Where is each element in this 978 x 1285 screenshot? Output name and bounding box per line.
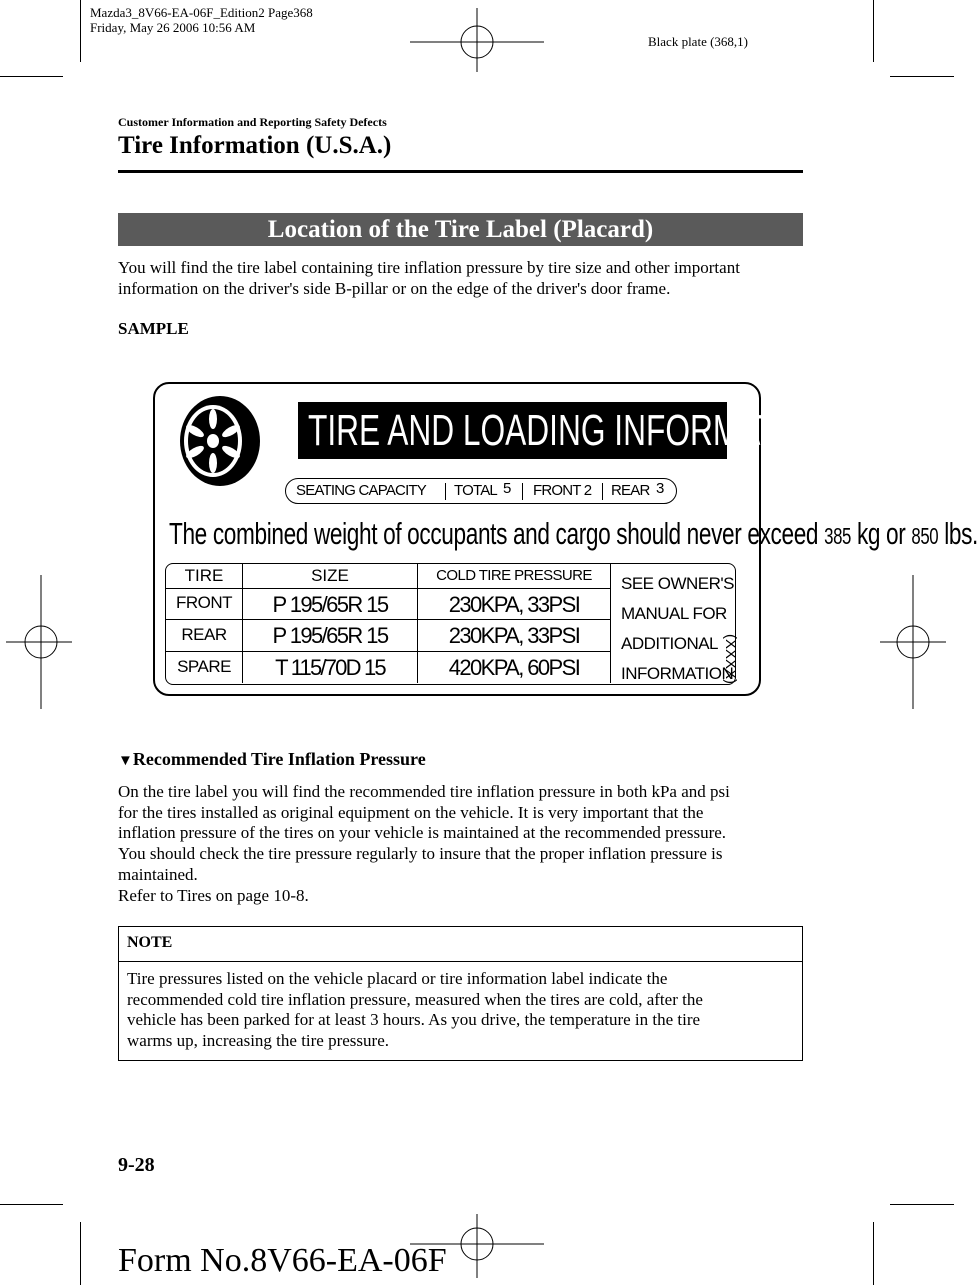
weight-lbs: 850 bbox=[911, 523, 939, 549]
table-row-front-pressure: 230KPA, 33PSI bbox=[448, 592, 580, 617]
intro-line: You will find the tire label containing tire inflation pressure by tire size and other important bbox=[118, 258, 740, 277]
table-row-rear-size: P 195/65R 15 bbox=[272, 623, 388, 648]
see-owners-line: INFORMATION bbox=[621, 664, 734, 683]
table-row-rear-tire: REAR bbox=[181, 625, 227, 644]
weight-kg: 385 bbox=[824, 523, 852, 549]
registration-mark-icon bbox=[880, 575, 946, 709]
divider bbox=[445, 483, 446, 500]
table-row-spare-size: T 115/70D 15 bbox=[275, 655, 385, 680]
see-owners-line: MANUAL FOR bbox=[621, 604, 727, 623]
col-header-size: SIZE bbox=[311, 566, 349, 585]
table-row-spare-tire: SPARE bbox=[177, 657, 231, 676]
body-line: On the tire label you will find the recommended tire inflation pressure in both kPa and psi bbox=[118, 782, 730, 801]
running-head: Customer Information and Reporting Safety Defects bbox=[118, 115, 387, 129]
col-header-tire: TIRE bbox=[184, 566, 224, 585]
lbs-label: lbs. bbox=[944, 516, 978, 551]
rear-label: REAR bbox=[611, 482, 650, 499]
note-line: recommended cold tire inflation pressure, measured when the tires are cold, after the bbox=[127, 989, 703, 1009]
body-line: inflation pressure of the tires on your vehicle is maintained at the recommended pressure. bbox=[118, 823, 727, 843]
triangle-down-icon: ▼ bbox=[118, 753, 133, 769]
page-number: 9-28 bbox=[118, 1154, 155, 1176]
table-row-front-size: P 195/65R 15 bbox=[272, 592, 388, 617]
weight-sentence bbox=[169, 516, 978, 556]
section-title: Location of the Tire Label (Placard) bbox=[118, 213, 803, 246]
divider bbox=[522, 483, 523, 500]
body-paragraph bbox=[118, 782, 730, 906]
body-line: Refer to Tires on page 10-8. bbox=[118, 885, 309, 905]
note-line: Tire pressures listed on the vehicle placard or tire information label indicate the bbox=[127, 969, 668, 988]
rear-value: 3 bbox=[656, 480, 665, 497]
note-divider bbox=[119, 961, 802, 962]
note-box bbox=[118, 926, 803, 1061]
placard-title-text: TIRE AND LOADING INFORMATION bbox=[308, 406, 834, 455]
placard-code: (XXXX) bbox=[722, 634, 739, 685]
placard-title bbox=[298, 402, 834, 459]
total-value: 5 bbox=[503, 480, 512, 497]
total-label: TOTAL bbox=[454, 482, 497, 499]
table-row-front-tire: FRONT bbox=[175, 593, 233, 612]
divider bbox=[610, 564, 611, 683]
divider bbox=[602, 483, 603, 500]
divider bbox=[166, 588, 610, 589]
print-date-line: Friday, May 26 2006 10:56 AM bbox=[90, 20, 256, 35]
note-heading: NOTE bbox=[127, 934, 173, 951]
note-line: warms up, increasing the tire pressure. bbox=[127, 1031, 389, 1051]
wheel-icon bbox=[177, 394, 263, 488]
front-label: FRONT 2 bbox=[533, 482, 592, 499]
body-line: maintained. bbox=[118, 864, 198, 884]
see-owners-line: ADDITIONAL bbox=[621, 634, 719, 653]
intro-line: information on the driver's side B-pillar or on the edge of the driver's door frame. bbox=[118, 278, 671, 298]
registration-mark-icon bbox=[410, 8, 544, 72]
plate-label: Black plate (368,1) bbox=[648, 34, 748, 49]
print-file-line: Mazda3_8V66-EA-06F_Edition2 Page368 bbox=[90, 5, 313, 20]
note-body bbox=[127, 969, 703, 1052]
weight-sentence-text: The combined weight of occupants and cargo should never exceed bbox=[169, 516, 819, 551]
seating-capacity-row bbox=[285, 478, 677, 504]
col-header-pressure: COLD TIRE PRESSURE bbox=[436, 567, 592, 584]
seating-capacity-label: SEATING CAPACITY bbox=[296, 482, 427, 499]
body-line: for the tires installed as original equipment on the vehicle. It is very important that the bbox=[118, 802, 704, 822]
table-row-spare-pressure: 420KPA, 60PSI bbox=[448, 655, 580, 680]
note-line: vehicle has been parked for at least 3 hours. As you drive, the temperature in the tire bbox=[127, 1010, 701, 1030]
subheading bbox=[118, 749, 426, 770]
body-line: You should check the tire pressure regularly to insure that the proper inflation pressure is bbox=[118, 844, 723, 864]
divider bbox=[166, 651, 610, 652]
divider bbox=[166, 619, 610, 620]
see-owners-note bbox=[621, 569, 734, 689]
see-owners-line: SEE OWNER'S bbox=[621, 574, 734, 593]
registration-mark-icon bbox=[6, 575, 72, 709]
sample-label: SAMPLE bbox=[118, 319, 189, 338]
tire-table bbox=[165, 563, 736, 685]
tire-placard bbox=[153, 382, 978, 696]
intro-paragraph bbox=[118, 258, 740, 299]
page-title: Tire Information (U.S.A.) bbox=[118, 132, 392, 159]
table-row-rear-pressure: 230KPA, 33PSI bbox=[448, 623, 580, 648]
kg-or: kg or bbox=[856, 516, 906, 551]
subheading-text: Recommended Tire Inflation Pressure bbox=[132, 749, 426, 769]
title-rule bbox=[118, 170, 803, 173]
form-number: Form No.8V66-EA-06F bbox=[118, 1242, 447, 1279]
